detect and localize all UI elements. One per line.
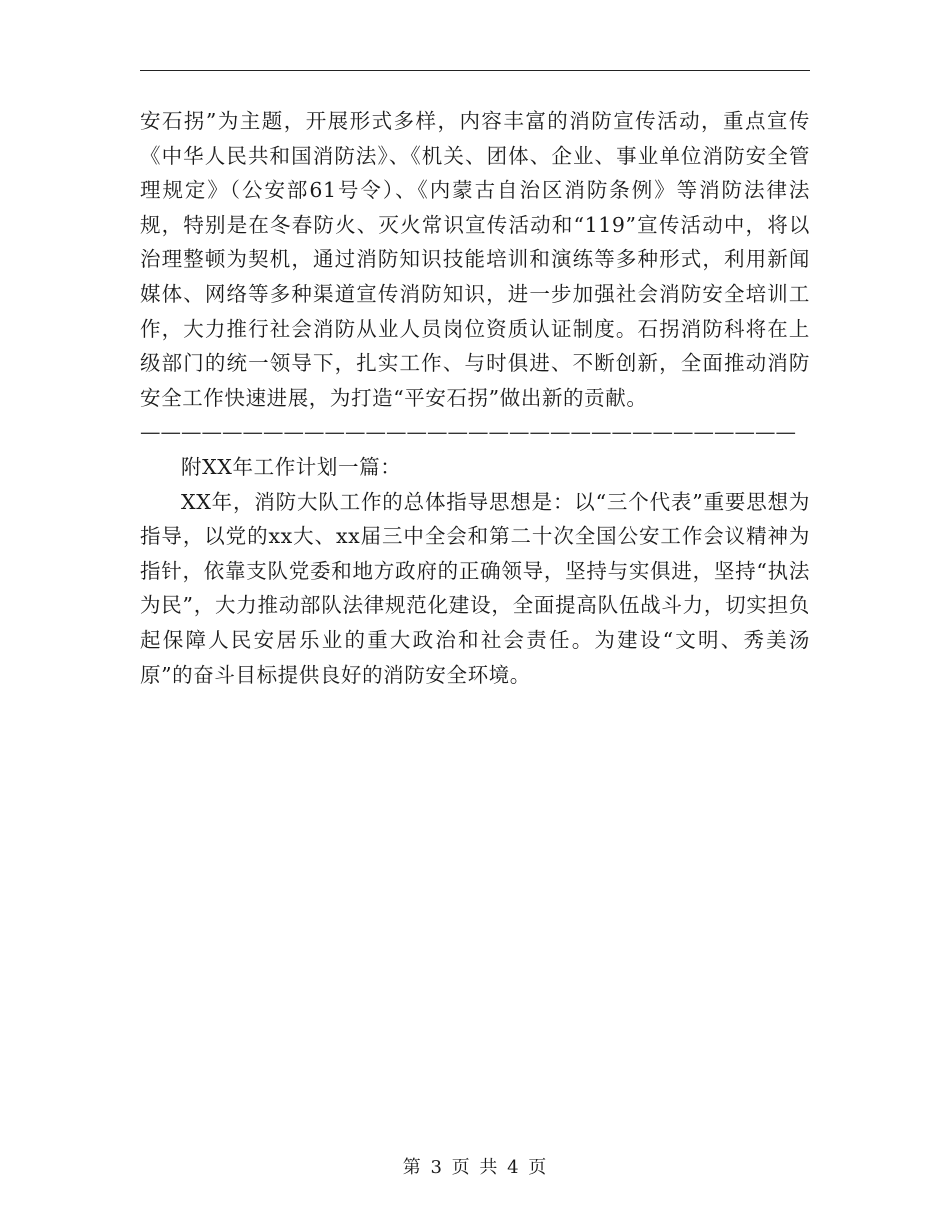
paragraph-guiding-principle: XX年，消防大队工作的总体指导思想是：以“三个代表”重要思想为指导，以党的xx大、xx届三中全会和第二十次全国公安工作会议精神为指针，依靠支队党委和地方政府的正确领导，坚持与实俱进，坚持“执法为民”，大力推动部队法律规范化建设，全面提高队伍战斗力，切实担负起保障人民安居乐业的重大政治和社会责任。为建设“文明、秀美汤原”的奋斗目标提供良好的消防安全环境。 xyxy=(140,489,810,687)
paragraph-continuation: 安石拐”为主题，开展形式多样，内容丰富的消防宣传活动，重点宣传《中华人民共和国消防法》、《机关、团体、企业、事业单位消防安全管理规定》（公安部61号令）、《内蒙古自治区消防条例》等消防法律法规，特别是在冬春防火、灭火常识宣传活动和“119”宣传活动中，将以治理整顿为契机，通过消防知识技能培训和演练等多种形式，利用新闻媒体、网络等多种渠道宣传消防知识，进一步加强社会消防安全培训工作，大力推行社会消防从业人员岗位资质认证制度。石拐消防科将在上级部门的统一领导下，扎实工作、与时俱进、不断创新，全面推动消防安全工作快速进展，为打造“平安石拐”做出新的贡献。 xyxy=(140,109,810,410)
section-separator: ———————————————————————————————— xyxy=(140,420,796,445)
page-footer: 第 3 页 共 4 页 xyxy=(402,1157,548,1178)
header-rule xyxy=(140,70,810,71)
document-body xyxy=(140,104,810,692)
appendix-heading: 附XX年工作计划一篇： xyxy=(181,454,402,479)
